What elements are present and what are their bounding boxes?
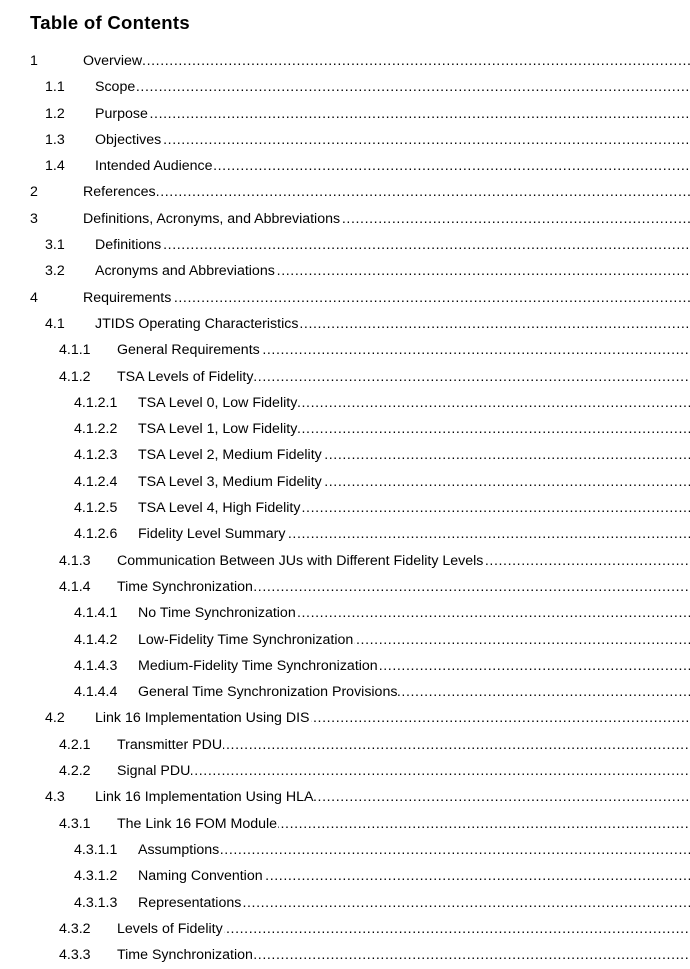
toc-entry[interactable]: [0, 390, 690, 416]
toc-entry-label: Definitions: [95, 237, 162, 254]
toc-entry[interactable]: [0, 784, 690, 810]
toc-entry-number: 4.3.1.3: [74, 894, 118, 911]
page-title: Table of Contents: [30, 12, 190, 33]
toc-entry-title[interactable]: [117, 811, 690, 837]
toc-entry[interactable]: [0, 258, 690, 284]
toc-entry-title[interactable]: [117, 364, 690, 390]
toc-entry-number: 4.3.2: [59, 920, 91, 937]
toc-entry[interactable]: [0, 153, 690, 179]
toc-entry-number: 4.1.2: [59, 368, 91, 385]
toc-entry-number: 1.2: [45, 105, 65, 122]
toc-entry-label: Definitions, Acronyms, and Abbreviations: [83, 210, 341, 227]
toc-entry-title[interactable]: [138, 390, 690, 416]
toc-entry[interactable]: [0, 890, 690, 916]
toc-entry-number: 3.1: [45, 237, 65, 254]
toc-entry-number: 1.1: [45, 79, 65, 96]
toc-entry-title[interactable]: [117, 916, 690, 942]
toc-entry[interactable]: [0, 48, 690, 74]
toc-entry-title[interactable]: [138, 653, 690, 679]
toc-entry[interactable]: [0, 758, 690, 784]
toc-entry-title[interactable]: [95, 153, 690, 179]
toc-entry-label: Overview: [83, 53, 143, 69]
toc-entry-number: 3.2: [45, 263, 65, 280]
toc-entry-title[interactable]: [95, 311, 690, 337]
toc-entry-number: 4.3.3: [59, 947, 91, 964]
toc-entry[interactable]: [0, 127, 690, 153]
toc-entry-number: 4.1.4.3: [74, 657, 118, 674]
toc-entry-label: Time Synchronization: [117, 578, 253, 595]
toc-entry[interactable]: [0, 811, 690, 837]
toc-entry-label: Acronyms and Abbreviations: [95, 263, 275, 280]
toc-entry-number: 4.1.2.3: [74, 447, 118, 464]
toc-entry-title[interactable]: [95, 258, 690, 284]
toc-entry-number: 4.3.1.1: [74, 841, 118, 858]
toc-entry-label: The Link 16 FOM Module: [117, 815, 278, 832]
toc-entry-label: TSA Level 2, Medium Fidelity: [138, 447, 322, 464]
toc-entry-number: 2: [30, 184, 38, 201]
toc-entry-number: 4.2.1: [59, 736, 91, 753]
toc-entry[interactable]: [0, 74, 690, 100]
toc-entry-number: 4.1.4.1: [74, 605, 118, 622]
toc-entry-title[interactable]: [117, 732, 690, 758]
toc-entry-label: TSA Levels of Fidelity: [117, 368, 254, 385]
toc-entry-title[interactable]: [117, 574, 690, 600]
toc-entry[interactable]: [0, 285, 690, 311]
toc-entry-title[interactable]: [117, 942, 690, 968]
toc-entry[interactable]: [0, 179, 690, 205]
toc-entry-title[interactable]: [138, 837, 690, 863]
toc-entry[interactable]: [0, 837, 690, 863]
toc-entry[interactable]: [0, 232, 690, 258]
toc-entry-title[interactable]: [83, 285, 690, 311]
toc-entry-number: 4.1.4.4: [74, 684, 118, 701]
toc-entry-title[interactable]: [138, 627, 690, 653]
toc-entry-label: Requirements: [83, 289, 172, 306]
toc-entry[interactable]: [0, 942, 690, 968]
toc-entry-label: Levels of Fidelity: [117, 920, 223, 937]
toc-entry-number: 4.3.1: [59, 815, 91, 832]
toc-entry[interactable]: [0, 574, 690, 600]
toc-entry-title[interactable]: [83, 206, 690, 232]
toc-entry-number: 4.1.4.2: [74, 631, 118, 648]
toc-entry-title[interactable]: [83, 179, 690, 205]
toc-entry-title[interactable]: [95, 705, 690, 731]
toc-entry-label: Fidelity Level Summary: [138, 526, 286, 543]
toc-entry-title[interactable]: [138, 679, 690, 705]
toc-entry-title[interactable]: [138, 890, 690, 916]
toc-entry-number: 4.1.2.2: [74, 421, 118, 438]
toc-entry-number: 4.3: [45, 789, 65, 806]
toc-entry-label: Intended Audience: [95, 158, 213, 175]
toc-entry-title[interactable]: [138, 469, 690, 495]
toc-entry-label: Link 16 Implementation Using DIS: [95, 710, 310, 727]
toc-entry-number: 1.3: [45, 131, 65, 148]
toc-entry-title[interactable]: [95, 101, 690, 127]
toc-entry-label: JTIDS Operating Characteristics: [95, 315, 299, 332]
toc-entry-label: TSA Level 4, High Fidelity: [138, 500, 301, 517]
toc-entry[interactable]: [0, 521, 690, 547]
toc-entry-title[interactable]: [138, 600, 690, 626]
toc-entry-label: General Requirements: [117, 342, 260, 359]
toc-entry-label: Purpose: [95, 105, 148, 122]
toc-entry-number: 4.2.2: [59, 763, 91, 780]
toc-entry-label: TSA Level 1, Low Fidelity: [138, 421, 298, 438]
toc-entry-label: Medium-Fidelity Time Synchronization: [138, 657, 378, 674]
toc-entry-label: Link 16 Implementation Using HLA: [95, 789, 314, 806]
toc-entry-label: Assumptions: [138, 841, 220, 858]
toc-entry[interactable]: [0, 732, 690, 758]
toc-entry-label: References: [83, 184, 156, 201]
toc-entry[interactable]: [0, 206, 690, 232]
toc-entry-label: TSA Level 3, Medium Fidelity: [138, 473, 322, 490]
toc-entry-number: 4.1: [45, 315, 65, 332]
toc-entry[interactable]: [0, 627, 690, 653]
toc-entry-title[interactable]: [138, 495, 690, 521]
toc-entry-number: 3: [30, 210, 38, 227]
toc-entry-label: Representations: [138, 894, 242, 911]
toc-entry[interactable]: [0, 416, 690, 442]
toc-entry[interactable]: [0, 101, 690, 127]
toc-entry-label: Transmitter PDU: [117, 736, 223, 753]
toc-entry-label: Low-Fidelity Time Synchronization: [138, 631, 354, 648]
toc-entry-number: 4.1.2.4: [74, 473, 118, 490]
toc-entry[interactable]: [0, 495, 690, 521]
toc-entry[interactable]: [0, 705, 690, 731]
toc-entry-number: 4.1.4: [59, 578, 91, 595]
toc-entry[interactable]: [0, 916, 690, 942]
toc-entry-label: Scope: [95, 79, 136, 96]
toc-entry-title[interactable]: [138, 863, 690, 889]
toc-entry-number: 4.1.1: [59, 342, 91, 359]
toc-entry-label: Signal PDU: [117, 763, 191, 780]
toc-entry-number: 4.1.3: [59, 552, 91, 569]
toc-entry-title[interactable]: [95, 74, 690, 100]
toc-entry[interactable]: [0, 679, 690, 705]
toc-entry[interactable]: [0, 442, 690, 468]
toc-entry-title[interactable]: [117, 337, 690, 363]
toc-entry-number: 1.4: [45, 158, 65, 175]
toc-entry[interactable]: [0, 364, 690, 390]
toc-entry[interactable]: [0, 311, 690, 337]
toc-entry-number: 1: [30, 53, 38, 69]
toc-entry-title[interactable]: [83, 48, 690, 74]
toc-entry-title[interactable]: [138, 442, 690, 468]
toc-entry[interactable]: [0, 548, 690, 574]
toc-entry-number: 4: [30, 289, 38, 306]
toc-entry-number: 4.2: [45, 710, 65, 727]
toc-entry-label: Time Synchronization: [117, 947, 253, 964]
toc-entry-label: Naming Convention: [138, 868, 263, 885]
toc-entry[interactable]: [0, 469, 690, 495]
toc-entry-label: Communication Between JUs with Different Fidelity Levels: [117, 552, 484, 569]
toc-entry-number: 4.1.2.6: [74, 526, 118, 543]
toc-entry-label: TSA Level 0, Low Fidelity: [138, 394, 298, 411]
toc-entry-number: 4.1.2.1: [74, 394, 118, 411]
toc-entry-label: No Time Synchronization: [138, 605, 296, 622]
toc-entry-number: 4.3.1.2: [74, 868, 118, 885]
toc-entry-title[interactable]: [117, 758, 690, 784]
toc-entry-number: 4.1.2.5: [74, 500, 118, 517]
toc-entry-title[interactable]: [138, 416, 690, 442]
toc-entry[interactable]: [0, 600, 690, 626]
toc-entry-label: General Time Synchronization Provisions: [138, 684, 398, 701]
toc-entry[interactable]: [0, 653, 690, 679]
toc-entry-title[interactable]: [138, 521, 690, 547]
toc-list: [0, 48, 690, 968]
toc-entry-title[interactable]: [95, 232, 690, 258]
toc-entry-title[interactable]: [117, 548, 690, 574]
toc-entry[interactable]: [0, 863, 690, 889]
toc-entry-title[interactable]: [95, 127, 690, 153]
toc-entry-label: Objectives: [95, 131, 162, 148]
toc-entry[interactable]: [0, 337, 690, 363]
toc-entry-title[interactable]: [95, 784, 690, 810]
